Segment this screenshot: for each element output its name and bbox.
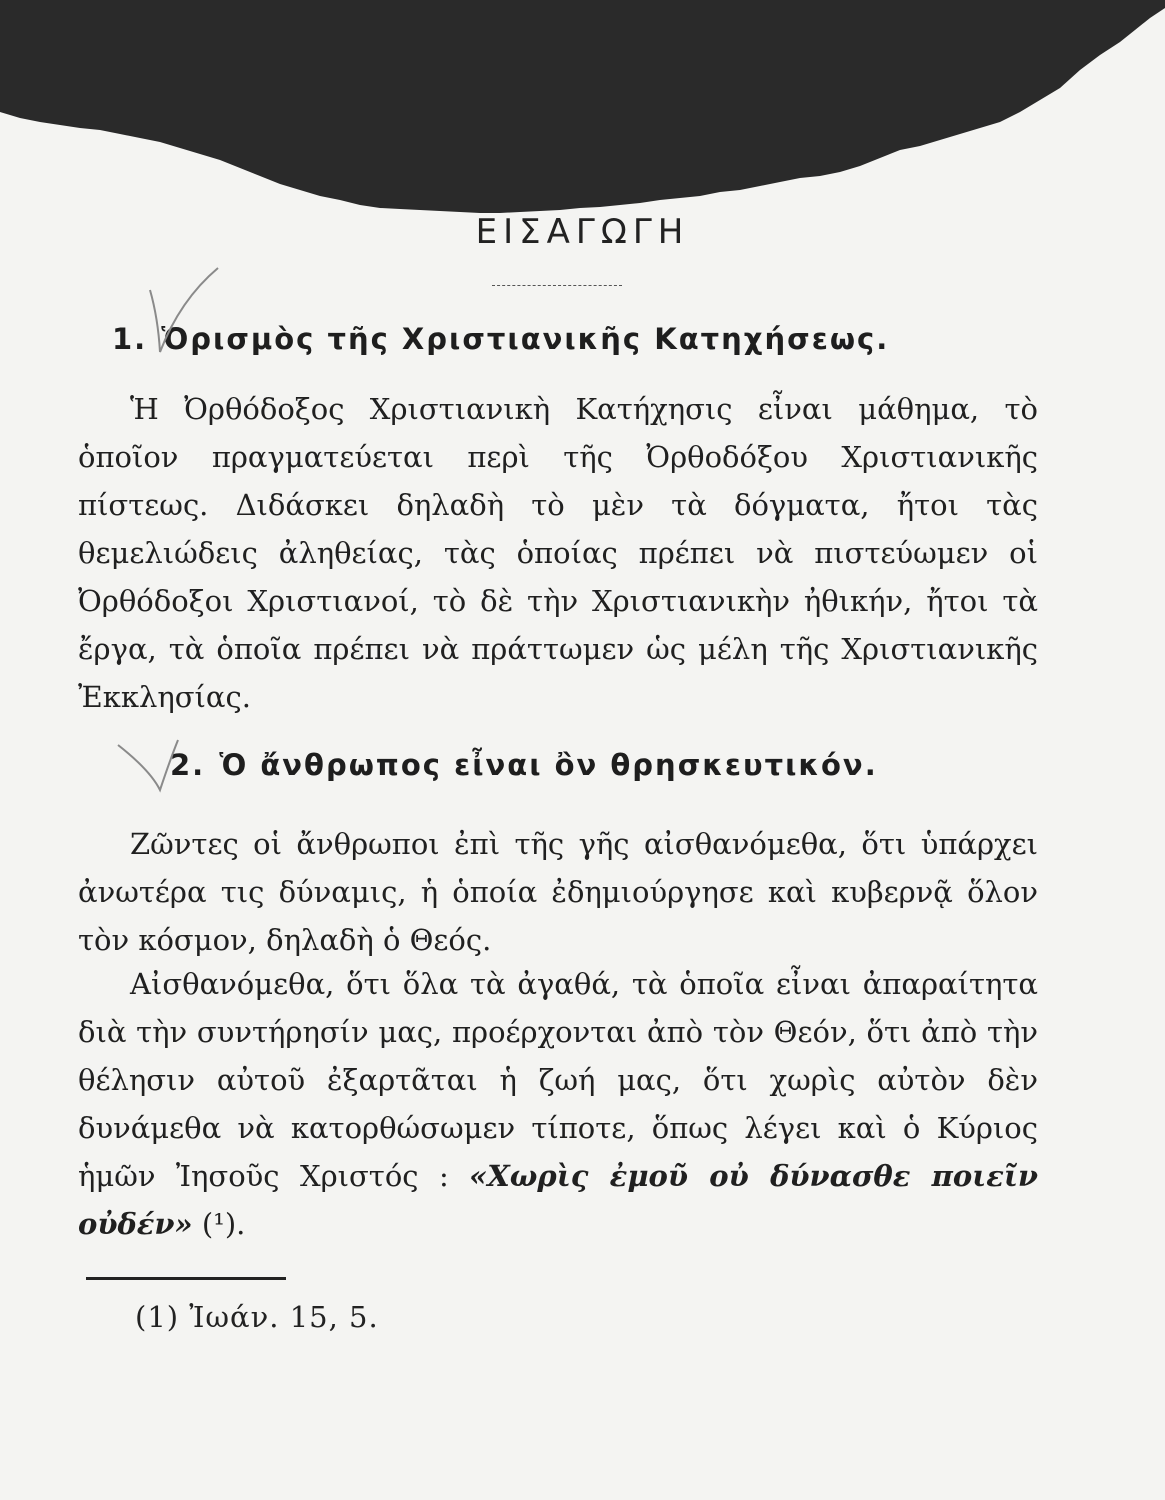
paragraph-text: Αἰσθανόμεθα, ὅτι ὅλα τὰ ἀγαθά, τὰ ὁποῖα εἶναι ἀπαραίτητα διὰ τὴν συντήρησίν μας, προέρχονται ἀπὸ τὸν Θεόν, ὅτι ἀπὸ τὴν θέλησιν αὐτοῦ ἐξαρτᾶται ἡ ζωή μας, ὅτι χωρὶς αὐτὸν δὲν δυνάμεθα νὰ κατορθώσωμεν τίποτε, ὅπως λέγει καὶ ὁ Κύριος ἡμῶν Ἰησοῦς Χριστός :	[78, 967, 1038, 1193]
footnote-divider	[86, 1277, 286, 1280]
section-1-paragraph: Ἡ Ὀρθόδοξος Χριστιανικὴ Κατήχησις εἶναι μάθημα, τὸ ὁποῖον πραγματεύεται περὶ τῆς Ὀρθοδόξου Χριστιανικῆς πίστεως. Διδάσκει δηλαδὴ τὸ μὲν τὰ δόγματα, ἤτοι τὰς θεμελιώδεις ἀληθείας, τὰς ὁποίας πρέπει νὰ πιστεύωμεν οἱ Ὀρθόδοξοι Χριστιανοί, τὸ δὲ τὴν Χριστιανικὴν ἠθικήν, ἤτοι τὰ ἔργα, τὰ ὁποῖα πρέπει νὰ πράττωμεν ὡς μέλη τῆς Χριστιανικῆς Ἐκκλησίας.	[78, 392, 1038, 714]
scripture-quote: «Χωρὶς ἐμοῦ οὐ δύνασθε ποιεῖν οὐδέν»	[78, 1159, 1039, 1241]
section-2-paragraph-2	[78, 960, 1038, 1248]
section-heading-2	[170, 748, 1130, 782]
section-number: 1.	[112, 322, 148, 356]
footnote-reference: (¹).	[201, 1207, 246, 1241]
footnote: (1) Ἰωάν. 15, 5.	[135, 1300, 379, 1334]
section-heading-1	[112, 322, 1072, 356]
section-number: 2.	[170, 748, 206, 782]
page-title: ΕΙΣΑΓΩΓΗ	[475, 212, 690, 252]
section-2-paragraph-1: Ζῶντες οἱ ἄνθρωποι ἐπὶ τῆς γῆς αἰσθανόμεθα, ὅτι ὑπάρχει ἀνωτέρα τις δύναμις, ἡ ὁποία ἐδημιούργησε καὶ κυβερνᾷ ὅλον τὸν κόσμον, δηλαδὴ ὁ Θεός.	[78, 827, 1038, 957]
title-divider	[492, 285, 622, 286]
section-title: Ὁρισμὸς τῆς Χριστιανικῆς Κατηχήσεως.	[161, 322, 890, 356]
torn-page-edge	[0, 0, 1165, 240]
section-title: Ὁ ἄνθρωπος εἶναι ὂν θρησκευτικόν.	[219, 748, 878, 782]
